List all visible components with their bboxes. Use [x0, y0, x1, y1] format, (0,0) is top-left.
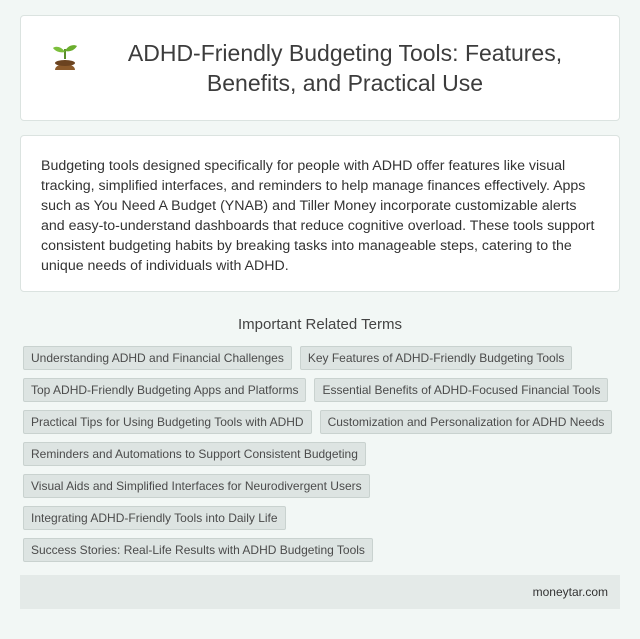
related-term-tag[interactable]: Visual Aids and Simplified Interfaces for Neurodivergent Users	[23, 474, 370, 498]
related-term-tag[interactable]: Success Stories: Real-Life Results with ADHD Budgeting Tools	[23, 538, 373, 562]
related-terms-heading: Important Related Terms	[238, 316, 402, 333]
summary-card	[20, 135, 620, 292]
related-term-tag[interactable]: Customization and Personalization for ADHD Needs	[320, 410, 613, 434]
summary-text: Budgeting tools designed specifically for people with ADHD offer features like visual tracking, simplified interfaces, and reminders to help manage finances effectively. Apps such as You Need A Budget (YNAB) and Tiller Money incorporate customizable alerts and easy-to-understand dashboards that reduce cognitive overload. These tools support consistent budgeting habits by breaking tasks into manageable steps, catering to the unique needs of individuals with ADHD.	[41, 158, 595, 274]
related-terms-list	[20, 346, 620, 562]
related-term-tag[interactable]: Integrating ADHD-Friendly Tools into Daily Life	[23, 506, 286, 530]
related-term-tag[interactable]: Key Features of ADHD-Friendly Budgeting Tools	[300, 346, 573, 370]
title-row	[51, 38, 589, 98]
footer-site-link[interactable]: moneytar.com	[532, 585, 608, 599]
page-title: ADHD-Friendly Budgeting Tools: Features, Benefits, and Practical Use	[127, 40, 563, 96]
footer	[20, 575, 620, 609]
related-term-tag[interactable]: Essential Benefits of ADHD-Focused Financial Tools	[314, 378, 608, 402]
related-term-tag[interactable]: Understanding ADHD and Financial Challenges	[23, 346, 292, 370]
sprout-icon	[51, 42, 79, 72]
related-term-tag[interactable]: Practical Tips for Using Budgeting Tools with ADHD	[23, 410, 312, 434]
related-term-tag[interactable]: Reminders and Automations to Support Consistent Budgeting	[23, 442, 366, 466]
title-card	[20, 15, 620, 121]
related-term-tag[interactable]: Top ADHD-Friendly Budgeting Apps and Platforms	[23, 378, 306, 402]
